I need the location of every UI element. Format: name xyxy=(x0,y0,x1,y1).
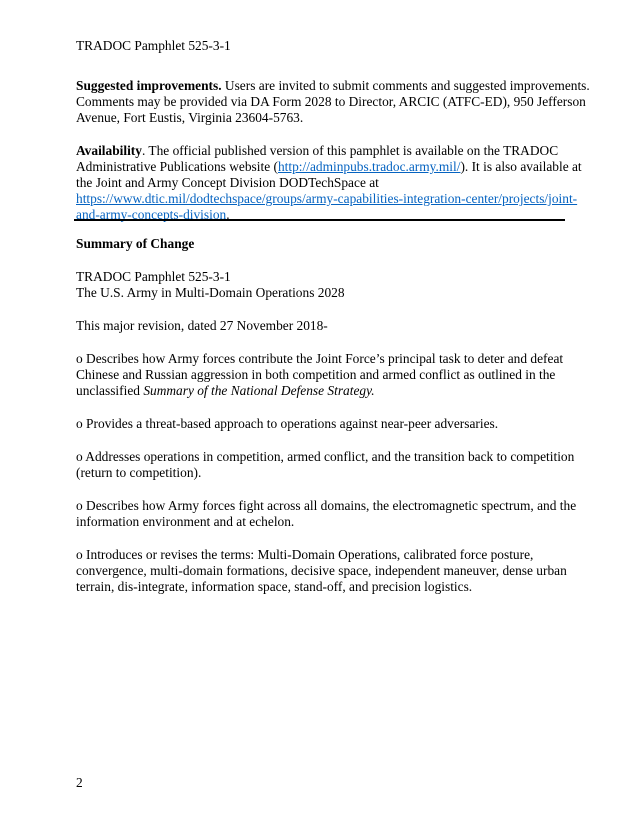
bullet-4-line-2: information environment and at echelon. xyxy=(76,514,295,529)
bullet-3-line-1: o Addresses operations in competition, armed conflict, and the transition back to competition xyxy=(76,449,575,464)
bullet-5-line-3: terrain, dis-integrate, information space, stand-off, and precision logistics. xyxy=(76,579,473,594)
front-matter xyxy=(76,78,590,223)
availability-line-2 xyxy=(76,159,582,175)
availability-line-1-text: . The official published version of this pamphlet is available on the TRADOC xyxy=(141,143,559,158)
improvements-line-1-text: Users are invited to submit comments and suggested improvements. xyxy=(221,78,590,93)
availability-paragraph xyxy=(76,143,582,223)
availability-line-3: the Joint and Army Concept Division DODTechSpace at xyxy=(76,175,379,190)
adminpubs-link[interactable]: http://adminpubs.tradoc.army.mil/ xyxy=(277,159,461,174)
bullet-1-line-3-pre: unclassified xyxy=(76,383,144,398)
bullet-4-line-1: o Describes how Army forces fight across all domains, the electromagnetic spectrum, and the xyxy=(76,498,577,513)
summary-heading: Summary of Change xyxy=(76,236,195,251)
bullet-1-line-2: Chinese and Russian aggression in both competition and armed conflict as outlined in the xyxy=(76,367,556,382)
availability-line-5-post: . xyxy=(226,207,230,222)
revision-note: This major revision, dated 27 November 2018- xyxy=(76,318,328,333)
nds-summary-title: Summary of the National Defense Strategy. xyxy=(143,383,375,398)
dodtechspace-link-part-2[interactable]: and-army-concepts-division xyxy=(76,207,227,222)
running-header: TRADOC Pamphlet 525-3-1 xyxy=(76,38,231,53)
change-bullet-2 xyxy=(76,416,566,432)
dodtechspace-link-part-1[interactable]: https://www.dtic.mil/dodtechspace/groups/army-capabilities-integration-center/projects/joint- xyxy=(76,191,578,206)
improvements-line-3: Avenue, Fort Eustis, Virginia 23604-5763. xyxy=(76,110,304,125)
bullet-3-line-2: (return to competition). xyxy=(76,465,202,480)
bullet-5-line-1: o Introduces or revises the terms: Multi-Domain Operations, calibrated force posture, xyxy=(76,547,534,562)
change-bullet-1 xyxy=(76,351,566,399)
availability-heading: Availability xyxy=(76,143,142,158)
summary-heading-paragraph xyxy=(76,236,566,252)
improvements-line-2: Comments may be provided via DA Form 2028 to Director, ARCIC (ATFC-ED), 950 Jefferson xyxy=(76,94,586,109)
summary-of-change-section xyxy=(76,236,577,595)
publication-id-paragraph xyxy=(76,269,566,301)
availability-line-4 xyxy=(76,191,578,207)
section-divider xyxy=(74,219,565,221)
change-bullet-5 xyxy=(76,547,566,595)
publication-title: The U.S. Army in Multi-Domain Operations 2028 xyxy=(76,285,345,300)
availability-line-2-pre: Administrative Publications website ( xyxy=(76,159,278,174)
improvements-line-1 xyxy=(76,78,590,94)
bullet-1-line-1: o Describes how Army forces contribute the Joint Force’s principal task to deter and defeat xyxy=(76,351,564,366)
bullet-2-line-1: o Provides a threat-based approach to operations against near-peer adversaries. xyxy=(76,416,499,431)
bullet-1-line-3 xyxy=(76,383,566,399)
revision-paragraph xyxy=(76,318,566,334)
change-bullet-4 xyxy=(76,498,577,530)
page-number: 2 xyxy=(76,775,83,790)
availability-line-1 xyxy=(76,143,566,159)
publication-id: TRADOC Pamphlet 525-3-1 xyxy=(76,269,231,284)
change-bullet-3 xyxy=(76,449,575,481)
suggested-improvements-paragraph xyxy=(76,78,590,126)
bullet-5-line-2: convergence, multi-domain formations, decisive space, independent maneuver, dense urban xyxy=(76,563,567,578)
improvements-heading: Suggested improvements. xyxy=(76,78,222,93)
availability-line-2-post: ). It is also available at xyxy=(460,159,582,174)
